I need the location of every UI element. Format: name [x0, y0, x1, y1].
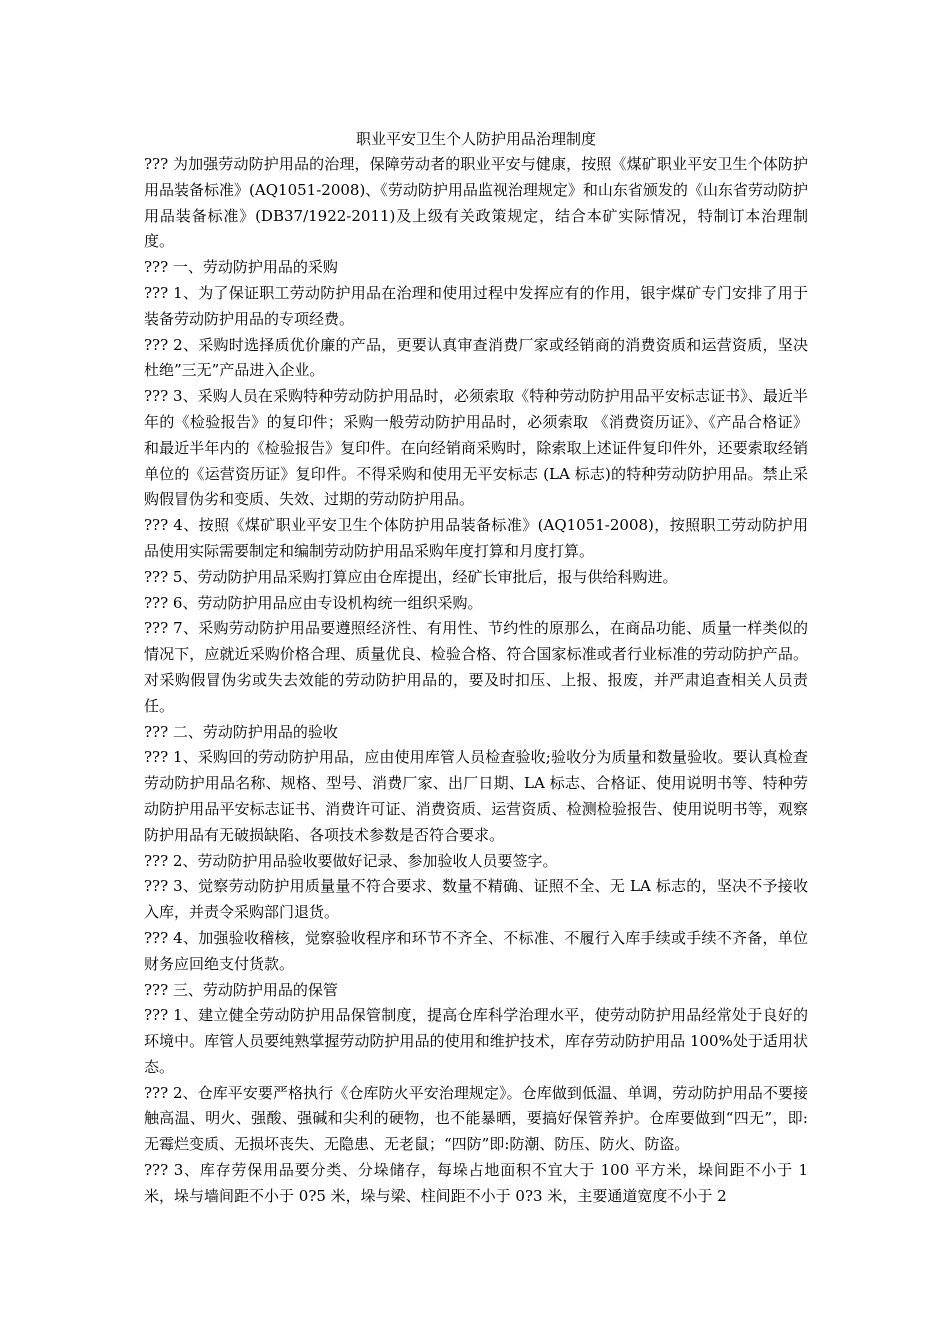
paragraph: ??? 4、加强验收稽核，觉察验收程序和环节不齐全、不标准、不履行入库手续或手续不齐备，单位财务应回绝支付货款。 — [144, 928, 808, 973]
paragraph: ??? 3、采购人员在采购特种劳动防护用品时，必须索取《特种劳动防护用品平安标志证书》、最近半年的《检验报告》的复印件；采购一般劳动防护用品时，必须索取 《消费资历证》、《产品合格证》和最近半年内的《检验报告》复印件。在向经销商采购时，除索取上述证件复印件外，还要索取经销单位的《运营资历证》复印件。不得采购和使用无平安标志 (LA 标志)的特种劳动防护用品。禁止采购假冒伪劣和变质、失效、过期的劳动防护用品。 — [144, 387, 808, 509]
paragraph: ??? 5、劳动防护用品采购打算应由仓库提出，经矿长审批后，报与供给科购进。 — [144, 567, 678, 586]
paragraph: ??? 2、劳动防护用品验收要做好记录、参加验收人员要签字。 — [144, 851, 558, 870]
paragraph: ??? 4、按照《煤矿职业平安卫生个体防护用品装备标准》(AQ1051-2008)，按照职工劳动防护用品使用实际需要制定和编制劳动防护用品采购年度打算和月度打算。 — [144, 516, 808, 560]
document-body — [144, 152, 808, 1210]
section-heading: ??? 一、劳动防护用品的采购 — [144, 258, 338, 277]
paragraph: ??? 1、为了保证职工劳动防护用品在治理和使用过程中发挥应有的作用，银宇煤矿专门安排了用于装备劳动防护用品的专项经费。 — [144, 283, 808, 328]
paragraph: ??? 3、库存劳保用品要分类、分垛储存，每垛占地面积不宜大于 100 平方米，垛间距不小于 1 米，垛与墙间距不小于 0?5 米，垛与梁、柱间距不小于 0?3 米，主要通道宽度不小于 2 — [144, 1161, 808, 1205]
document-page — [144, 126, 808, 1210]
document-title: 职业平安卫生个人防护用品治理制度 — [355, 130, 596, 148]
paragraph: ??? 7、采购劳动防护用品要遵照经济性、有用性、节约性的原那么，在商品功能、质量一样类似的情况下，应就近采购价格合理、质量优良、检验合格、符合国家标准或者行业标准的劳动防护产品。对采购假冒伪劣或失去效能的劳动防护用品的，要及时扣压、上报、报废，并严肃追查相关人员责任。 — [144, 619, 808, 715]
paragraph: ??? 6、劳动防护用品应由专设机构统一组织采购。 — [144, 593, 483, 612]
section-heading: ??? 二、劳动防护用品的验收 — [144, 722, 338, 741]
paragraph: ??? 1、采购回的劳动防护用品，应由使用库管人员检查验收;验收分为质量和数量验收。要认真检查劳动防护用品名称、规格、型号、消费厂家、出厂日期、LA 标志、合格证、使用说明书等、特种劳动防护用品平安标志证书、消费许可证、消费资质、运营资质、检测检验报告、使用说明书等，观察防护用品有无破损缺陷、各项技术参数是否符合要求。 — [144, 748, 808, 844]
paragraph: ??? 2、仓库平安要严格执行《仓库防火平安治理规定》。仓库做到低温、单调，劳动防护用品不要接触高温、明火、强酸、强碱和尖利的硬物，也不能暴晒，要搞好保管养护。仓库要做到“四无”，即:无霉烂变质、无损坏丧失、无隐患、无老鼠；“四防”即:防潮、防压、防火、防盗。 — [144, 1083, 808, 1154]
paragraph: ??? 3、觉察劳动防护用质量量不符合要求、数量不精确、证照不全、无 LA 标志的，坚决不予接收入库，并责令采购部门退货。 — [144, 877, 808, 922]
section-heading: ??? 三、劳动防护用品的保管 — [144, 980, 338, 999]
paragraph: ??? 为加强劳动防护用品的治理，保障劳动者的职业平安与健康，按照《煤矿职业平安卫生个体防护用品装备标准》(AQ1051-2008)、《劳动防护用品监视治理规定》和山东省颁发的《山东省劳动防护用品装备标准》(DB37/1922-2011)及上级有关政策规定，结合本矿实际情况，特制订本治理制度。 — [144, 155, 808, 251]
paragraph: ??? 2、采购时选择质优价廉的产品，更要认真审查消费厂家或经销商的消费资质和运营资质，坚决杜绝”三无”产品进入企业。 — [144, 335, 808, 380]
paragraph: ??? 1、建立健全劳动防护用品保管制度，提高仓库科学治理水平，使劳动防护用品经常处于良好的环境中。库管人员要纯熟掌握劳动防护用品的使用和维护技术，库存劳动防护用品 100%处于适用状态。 — [144, 1006, 808, 1076]
